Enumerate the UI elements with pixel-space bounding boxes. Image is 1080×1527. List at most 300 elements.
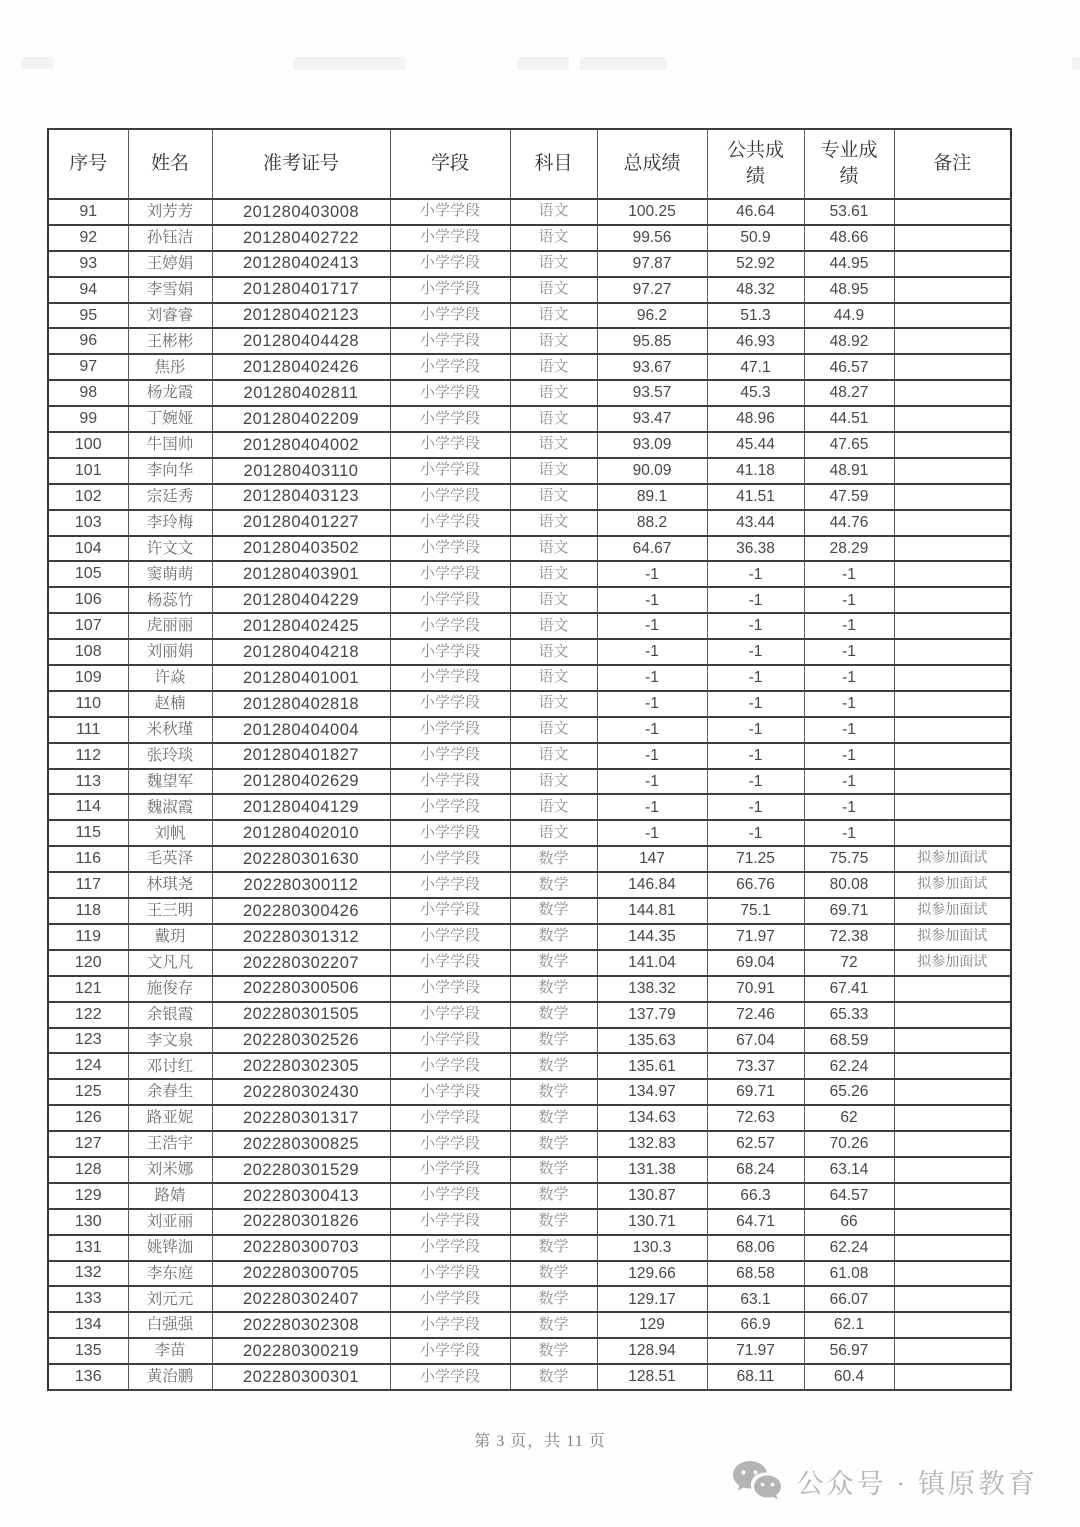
table-row [48, 406, 1011, 432]
cell-remark [894, 406, 1011, 432]
cell-public-score: -1 [707, 691, 804, 717]
cell-subject: 数学 [510, 1235, 597, 1261]
cell-total-score: -1 [597, 639, 707, 665]
cell-remark [894, 1261, 1011, 1287]
scan-smudge [21, 57, 53, 69]
cell-major-score: 70.26 [804, 1131, 894, 1157]
cell-remark [894, 639, 1011, 665]
cell-stage: 小学学段 [390, 458, 510, 484]
cell-public-score: -1 [707, 743, 804, 769]
cell-seq: 112 [48, 743, 128, 769]
cell-stage: 小学学段 [390, 1002, 510, 1028]
cell-stage: 小学学段 [390, 1286, 510, 1312]
cell-name: 邓讨红 [128, 1053, 212, 1079]
cell-major-score: 69.71 [804, 898, 894, 924]
cell-public-score: 43.44 [707, 510, 804, 536]
cell-name: 李向华 [128, 458, 212, 484]
cell-ticket-number: 201280402722 [212, 225, 390, 251]
cell-name: 张玲琰 [128, 743, 212, 769]
cell-name: 刘丽娟 [128, 639, 212, 665]
cell-name: 林琪尧 [128, 872, 212, 898]
cell-major-score: -1 [804, 769, 894, 795]
cell-public-score: 45.3 [707, 380, 804, 406]
cell-seq: 121 [48, 976, 128, 1002]
cell-public-score: -1 [707, 717, 804, 743]
cell-total-score: 90.09 [597, 458, 707, 484]
column-header: 专业成绩 [804, 129, 894, 199]
cell-major-score: -1 [804, 691, 894, 717]
cell-total-score: 130.71 [597, 1209, 707, 1235]
cell-remark [894, 561, 1011, 587]
cell-major-score: -1 [804, 639, 894, 665]
cell-stage: 小学学段 [390, 303, 510, 329]
cell-subject: 数学 [510, 1053, 597, 1079]
cell-seq: 130 [48, 1209, 128, 1235]
cell-subject: 语文 [510, 225, 597, 251]
cell-public-score: 67.04 [707, 1028, 804, 1054]
cell-ticket-number: 202280300703 [212, 1235, 390, 1261]
cell-public-score: 51.3 [707, 303, 804, 329]
cell-ticket-number: 202280300413 [212, 1183, 390, 1209]
cell-ticket-number: 201280403008 [212, 199, 390, 225]
cell-subject: 数学 [510, 1286, 597, 1312]
cell-remark [894, 328, 1011, 354]
cell-major-score: 47.65 [804, 432, 894, 458]
cell-stage: 小学学段 [390, 251, 510, 277]
cell-total-score: 89.1 [597, 484, 707, 510]
cell-remark [894, 820, 1011, 846]
table-row [48, 225, 1011, 251]
cell-ticket-number: 202280300825 [212, 1131, 390, 1157]
cell-total-score: 144.81 [597, 898, 707, 924]
cell-ticket-number: 201280403110 [212, 458, 390, 484]
cell-remark [894, 613, 1011, 639]
table-row [48, 1235, 1011, 1261]
cell-total-score: 97.87 [597, 251, 707, 277]
cell-major-score: 48.66 [804, 225, 894, 251]
cell-subject: 语文 [510, 199, 597, 225]
cell-remark [894, 743, 1011, 769]
cell-total-score: 130.3 [597, 1235, 707, 1261]
cell-remark [894, 536, 1011, 562]
cell-ticket-number: 201280403502 [212, 536, 390, 562]
cell-seq: 119 [48, 924, 128, 950]
cell-ticket-number: 201280404129 [212, 794, 390, 820]
cell-major-score: 56.97 [804, 1338, 894, 1364]
cell-name: 王三明 [128, 898, 212, 924]
cell-total-score: 130.87 [597, 1183, 707, 1209]
cell-seq: 94 [48, 277, 128, 303]
cell-seq: 108 [48, 639, 128, 665]
cell-major-score: 44.51 [804, 406, 894, 432]
cell-seq: 97 [48, 354, 128, 380]
cell-ticket-number: 202280302207 [212, 950, 390, 976]
table-row [48, 691, 1011, 717]
cell-major-score: 65.26 [804, 1079, 894, 1105]
cell-seq: 113 [48, 769, 128, 795]
table-row [48, 794, 1011, 820]
cell-remark [894, 1053, 1011, 1079]
cell-seq: 120 [48, 950, 128, 976]
cell-subject: 语文 [510, 251, 597, 277]
cell-public-score: 69.04 [707, 950, 804, 976]
cell-ticket-number: 202280301317 [212, 1105, 390, 1131]
cell-ticket-number: 201280404002 [212, 432, 390, 458]
cell-stage: 小学学段 [390, 1079, 510, 1105]
cell-public-score: -1 [707, 794, 804, 820]
cell-name: 施俊存 [128, 976, 212, 1002]
cell-name: 路婧 [128, 1183, 212, 1209]
cell-ticket-number: 201280401227 [212, 510, 390, 536]
cell-stage: 小学学段 [390, 199, 510, 225]
cell-major-score: -1 [804, 587, 894, 613]
cell-name: 宗廷秀 [128, 484, 212, 510]
cell-remark [894, 587, 1011, 613]
cell-ticket-number: 202280301529 [212, 1157, 390, 1183]
cell-total-score: -1 [597, 691, 707, 717]
cell-subject: 语文 [510, 484, 597, 510]
exam-results-table [47, 128, 1012, 1391]
cell-subject: 数学 [510, 1028, 597, 1054]
cell-major-score: 53.61 [804, 199, 894, 225]
cell-public-score: 52.92 [707, 251, 804, 277]
table-row [48, 1002, 1011, 1028]
cell-major-score: 48.91 [804, 458, 894, 484]
table-row [48, 1131, 1011, 1157]
cell-total-score: -1 [597, 561, 707, 587]
cell-ticket-number: 201280402811 [212, 380, 390, 406]
cell-stage: 小学学段 [390, 277, 510, 303]
cell-major-score: 46.57 [804, 354, 894, 380]
cell-total-score: -1 [597, 794, 707, 820]
cell-stage: 小学学段 [390, 950, 510, 976]
cell-seq: 126 [48, 1105, 128, 1131]
cell-seq: 91 [48, 199, 128, 225]
cell-name: 刘帆 [128, 820, 212, 846]
cell-major-score: -1 [804, 794, 894, 820]
cell-remark [894, 1286, 1011, 1312]
cell-stage: 小学学段 [390, 225, 510, 251]
cell-seq: 128 [48, 1157, 128, 1183]
cell-stage: 小学学段 [390, 691, 510, 717]
table-row [48, 769, 1011, 795]
cell-public-score: 46.64 [707, 199, 804, 225]
column-header: 准考证号 [212, 129, 390, 199]
cell-public-score: 68.58 [707, 1261, 804, 1287]
cell-public-score: -1 [707, 613, 804, 639]
cell-seq: 115 [48, 820, 128, 846]
column-header: 备注 [894, 129, 1011, 199]
cell-ticket-number: 201280402818 [212, 691, 390, 717]
cell-stage: 小学学段 [390, 1235, 510, 1261]
cell-seq: 132 [48, 1261, 128, 1287]
cell-remark [894, 303, 1011, 329]
cell-seq: 102 [48, 484, 128, 510]
cell-public-score: -1 [707, 561, 804, 587]
table-row [48, 536, 1011, 562]
cell-public-score: -1 [707, 769, 804, 795]
cell-seq: 127 [48, 1131, 128, 1157]
table-row [48, 717, 1011, 743]
cell-remark: 拟参加面试 [894, 846, 1011, 872]
table-row [48, 743, 1011, 769]
table-row [48, 380, 1011, 406]
cell-stage: 小学学段 [390, 1053, 510, 1079]
cell-remark: 拟参加面试 [894, 872, 1011, 898]
cell-major-score: 44.95 [804, 251, 894, 277]
cell-ticket-number: 201280403901 [212, 561, 390, 587]
cell-remark [894, 691, 1011, 717]
cell-remark [894, 484, 1011, 510]
table-row [48, 1105, 1011, 1131]
cell-remark [894, 1105, 1011, 1131]
cell-ticket-number: 201280404004 [212, 717, 390, 743]
cell-stage: 小学学段 [390, 717, 510, 743]
cell-total-score: 135.63 [597, 1028, 707, 1054]
table-row [48, 950, 1011, 976]
cell-name: 虎丽丽 [128, 613, 212, 639]
cell-seq: 133 [48, 1286, 128, 1312]
cell-seq: 95 [48, 303, 128, 329]
cell-remark [894, 665, 1011, 691]
cell-ticket-number: 201280402010 [212, 820, 390, 846]
cell-seq: 98 [48, 380, 128, 406]
cell-stage: 小学学段 [390, 665, 510, 691]
cell-major-score: 66.07 [804, 1286, 894, 1312]
cell-total-score: 128.94 [597, 1338, 707, 1364]
cell-name: 刘亚丽 [128, 1209, 212, 1235]
cell-name: 黄治鹏 [128, 1364, 212, 1390]
cell-public-score: 69.71 [707, 1079, 804, 1105]
cell-ticket-number: 202280302526 [212, 1028, 390, 1054]
cell-total-score: 96.2 [597, 303, 707, 329]
cell-public-score: 46.93 [707, 328, 804, 354]
cell-ticket-number: 202280300506 [212, 976, 390, 1002]
cell-stage: 小学学段 [390, 639, 510, 665]
cell-name: 白强强 [128, 1312, 212, 1338]
cell-name: 丁婉娅 [128, 406, 212, 432]
cell-public-score: 36.38 [707, 536, 804, 562]
cell-name: 焦彤 [128, 354, 212, 380]
cell-stage: 小学学段 [390, 380, 510, 406]
table-row [48, 561, 1011, 587]
table-row [48, 303, 1011, 329]
cell-total-score: 147 [597, 846, 707, 872]
table-row [48, 1286, 1011, 1312]
cell-major-score: -1 [804, 820, 894, 846]
cell-remark [894, 1364, 1011, 1390]
cell-total-score: 144.35 [597, 924, 707, 950]
table-row [48, 328, 1011, 354]
cell-public-score: 72.63 [707, 1105, 804, 1131]
cell-name: 王彬彬 [128, 328, 212, 354]
cell-public-score: 68.24 [707, 1157, 804, 1183]
cell-name: 杨龙霞 [128, 380, 212, 406]
cell-major-score: 66 [804, 1209, 894, 1235]
cell-subject: 数学 [510, 898, 597, 924]
column-header: 学段 [390, 129, 510, 199]
cell-stage: 小学学段 [390, 561, 510, 587]
cell-remark [894, 225, 1011, 251]
table-row [48, 1261, 1011, 1287]
table-row [48, 277, 1011, 303]
cell-name: 李东庭 [128, 1261, 212, 1287]
cell-seq: 125 [48, 1079, 128, 1105]
table-header-row [48, 129, 1011, 199]
cell-stage: 小学学段 [390, 432, 510, 458]
cell-total-score: 129 [597, 1312, 707, 1338]
cell-seq: 131 [48, 1235, 128, 1261]
cell-major-score: 28.29 [804, 536, 894, 562]
cell-subject: 语文 [510, 613, 597, 639]
cell-public-score: 47.1 [707, 354, 804, 380]
cell-name: 戴玥 [128, 924, 212, 950]
cell-public-score: 68.11 [707, 1364, 804, 1390]
cell-name: 刘元元 [128, 1286, 212, 1312]
cell-public-score: 70.91 [707, 976, 804, 1002]
cell-seq: 122 [48, 1002, 128, 1028]
cell-ticket-number: 202280300301 [212, 1364, 390, 1390]
cell-name: 魏淑霞 [128, 794, 212, 820]
cell-stage: 小学学段 [390, 743, 510, 769]
cell-ticket-number: 201280401001 [212, 665, 390, 691]
table-row [48, 484, 1011, 510]
cell-stage: 小学学段 [390, 587, 510, 613]
table-row [48, 251, 1011, 277]
table-row [48, 1053, 1011, 1079]
cell-name: 王婷娟 [128, 251, 212, 277]
cell-remark [894, 251, 1011, 277]
cell-name: 王浩宇 [128, 1131, 212, 1157]
wechat-icon [731, 1460, 783, 1502]
cell-ticket-number: 201280402209 [212, 406, 390, 432]
cell-ticket-number: 201280402123 [212, 303, 390, 329]
cell-total-score: 135.61 [597, 1053, 707, 1079]
cell-seq: 129 [48, 1183, 128, 1209]
cell-subject: 语文 [510, 794, 597, 820]
cell-remark [894, 1131, 1011, 1157]
cell-subject: 语文 [510, 717, 597, 743]
table-body [48, 199, 1011, 1390]
cell-seq: 100 [48, 432, 128, 458]
cell-total-score: 141.04 [597, 950, 707, 976]
table-row [48, 898, 1011, 924]
cell-remark [894, 354, 1011, 380]
cell-ticket-number: 201280404218 [212, 639, 390, 665]
cell-remark: 拟参加面试 [894, 898, 1011, 924]
column-header: 总成绩 [597, 129, 707, 199]
cell-stage: 小学学段 [390, 898, 510, 924]
cell-public-score: 71.97 [707, 924, 804, 950]
cell-remark [894, 1183, 1011, 1209]
cell-major-score: 48.95 [804, 277, 894, 303]
cell-remark [894, 794, 1011, 820]
cell-total-score: 99.56 [597, 225, 707, 251]
cell-remark [894, 1235, 1011, 1261]
cell-stage: 小学学段 [390, 1131, 510, 1157]
cell-name: 孙钰洁 [128, 225, 212, 251]
cell-remark [894, 1079, 1011, 1105]
cell-total-score: 88.2 [597, 510, 707, 536]
cell-public-score: 68.06 [707, 1235, 804, 1261]
table-row [48, 613, 1011, 639]
table-row [48, 872, 1011, 898]
cell-public-score: -1 [707, 639, 804, 665]
column-header: 序号 [48, 129, 128, 199]
cell-subject: 语文 [510, 432, 597, 458]
cell-major-score: 47.59 [804, 484, 894, 510]
watermark-text: 公众号 · 镇原教育 [796, 1468, 1038, 1499]
cell-stage: 小学学段 [390, 510, 510, 536]
table-header [48, 129, 1011, 199]
cell-subject: 语文 [510, 277, 597, 303]
cell-seq: 99 [48, 406, 128, 432]
cell-subject: 语文 [510, 743, 597, 769]
table-row [48, 587, 1011, 613]
cell-total-score: 137.79 [597, 1002, 707, 1028]
cell-ticket-number: 201280404428 [212, 328, 390, 354]
cell-total-score: 146.84 [597, 872, 707, 898]
cell-subject: 数学 [510, 1364, 597, 1390]
cell-stage: 小学学段 [390, 1338, 510, 1364]
cell-total-score: -1 [597, 665, 707, 691]
cell-subject: 语文 [510, 328, 597, 354]
cell-seq: 105 [48, 561, 128, 587]
cell-major-score: 65.33 [804, 1002, 894, 1028]
cell-subject: 语文 [510, 691, 597, 717]
cell-total-score: 100.25 [597, 199, 707, 225]
cell-major-score: 63.14 [804, 1157, 894, 1183]
cell-stage: 小学学段 [390, 794, 510, 820]
table-row [48, 354, 1011, 380]
cell-subject: 语文 [510, 354, 597, 380]
cell-ticket-number: 202280300219 [212, 1338, 390, 1364]
cell-seq: 106 [48, 587, 128, 613]
cell-seq: 116 [48, 846, 128, 872]
table-row [48, 639, 1011, 665]
cell-subject: 数学 [510, 976, 597, 1002]
cell-stage: 小学学段 [390, 846, 510, 872]
cell-public-score: 48.32 [707, 277, 804, 303]
cell-total-score: 134.63 [597, 1105, 707, 1131]
cell-name: 李玲梅 [128, 510, 212, 536]
cell-ticket-number: 202280301505 [212, 1002, 390, 1028]
cell-major-score: 64.57 [804, 1183, 894, 1209]
cell-total-score: 93.67 [597, 354, 707, 380]
cell-total-score: -1 [597, 743, 707, 769]
cell-remark [894, 458, 1011, 484]
cell-ticket-number: 201280402413 [212, 251, 390, 277]
cell-remark: 拟参加面试 [894, 924, 1011, 950]
cell-major-score: -1 [804, 561, 894, 587]
cell-stage: 小学学段 [390, 872, 510, 898]
cell-subject: 数学 [510, 1002, 597, 1028]
cell-subject: 数学 [510, 1209, 597, 1235]
table-row [48, 924, 1011, 950]
cell-ticket-number: 202280302305 [212, 1053, 390, 1079]
cell-public-score: -1 [707, 820, 804, 846]
cell-subject: 语文 [510, 536, 597, 562]
cell-subject: 语文 [510, 303, 597, 329]
cell-seq: 114 [48, 794, 128, 820]
cell-major-score: 62.24 [804, 1235, 894, 1261]
cell-stage: 小学学段 [390, 1312, 510, 1338]
cell-stage: 小学学段 [390, 613, 510, 639]
cell-remark: 拟参加面试 [894, 950, 1011, 976]
cell-major-score: 60.4 [804, 1364, 894, 1390]
cell-seq: 111 [48, 717, 128, 743]
cell-major-score: 62 [804, 1105, 894, 1131]
